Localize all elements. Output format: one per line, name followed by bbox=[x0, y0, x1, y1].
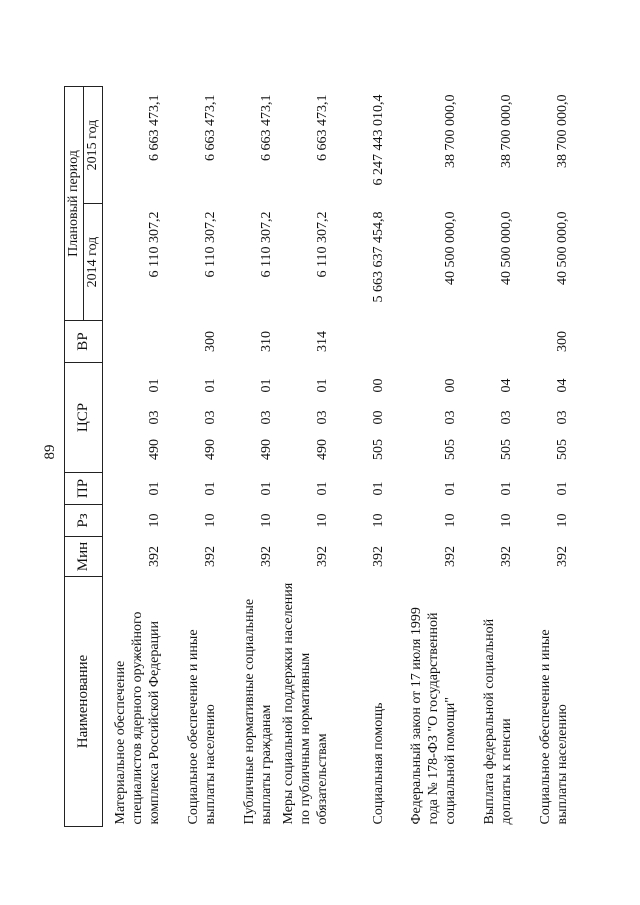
row-csr-item: 04 bbox=[499, 378, 514, 393]
row-csr-program: 490 bbox=[203, 439, 218, 460]
row-rz: 10 bbox=[371, 513, 386, 528]
row-value-2014: 6 110 307,2 bbox=[315, 211, 330, 278]
row-pr: 01 bbox=[371, 481, 386, 496]
row-csr-item: 01 bbox=[203, 378, 218, 393]
row-pr: 01 bbox=[443, 481, 458, 496]
row-value-2014: 6 110 307,2 bbox=[203, 211, 218, 278]
row-name: Социальное обеспечение и иные выплаты населению bbox=[538, 629, 570, 825]
col-header-name: Наименование bbox=[65, 577, 103, 827]
row-csr-subprogram: 03 bbox=[499, 410, 514, 425]
row-csr bbox=[459, 363, 515, 473]
row-rz: 10 bbox=[555, 513, 570, 528]
row-csr bbox=[219, 363, 275, 473]
col-header-rz: Рз bbox=[65, 505, 103, 537]
row-value-2015: 6 663 473,1 bbox=[259, 94, 274, 161]
row-min: 392 bbox=[499, 546, 514, 567]
table-row bbox=[515, 86, 571, 826]
budget-table bbox=[64, 86, 571, 827]
row-rz: 10 bbox=[147, 513, 162, 528]
row-csr-program: 490 bbox=[315, 439, 330, 460]
row-pr: 01 bbox=[499, 481, 514, 496]
row-csr-item: 04 bbox=[555, 378, 570, 393]
row-min: 392 bbox=[555, 546, 570, 567]
row-rz: 10 bbox=[499, 513, 514, 528]
col-header-2014: 2014 год bbox=[84, 204, 103, 321]
row-csr-item: 01 bbox=[259, 378, 274, 393]
row-name: Социальная помощь bbox=[371, 702, 386, 825]
row-min: 392 bbox=[371, 546, 386, 567]
row-min: 392 bbox=[259, 546, 274, 567]
row-rz: 10 bbox=[203, 513, 218, 528]
row-vr bbox=[459, 321, 515, 363]
document-page bbox=[40, 57, 600, 847]
page-number: 89 bbox=[42, 444, 58, 460]
row-vr: 314 bbox=[315, 331, 330, 352]
row-name: Меры социальной поддержки населения по публичным нормативным обязательствам bbox=[281, 582, 330, 825]
row-value-2015: 6 663 473,1 bbox=[203, 94, 218, 161]
row-csr bbox=[275, 363, 331, 473]
row-min: 392 bbox=[315, 546, 330, 567]
row-value-2014: 5 663 637 454,8 bbox=[371, 211, 386, 303]
row-csr bbox=[515, 363, 571, 473]
table-row bbox=[331, 86, 387, 826]
row-name: Материальное обеспечение специалистов ядерного оружейного комплекса Российской Федерации bbox=[113, 611, 162, 825]
row-csr-item: 01 bbox=[147, 378, 162, 393]
row-csr-subprogram: 03 bbox=[259, 410, 274, 425]
row-csr-subprogram: 03 bbox=[147, 410, 162, 425]
row-value-2015: 38 700 000,0 bbox=[443, 94, 458, 168]
row-vr: 300 bbox=[555, 331, 570, 352]
col-header-csr: ЦСР bbox=[65, 363, 103, 473]
row-min: 392 bbox=[203, 546, 218, 567]
table-row bbox=[219, 86, 275, 826]
table-row bbox=[275, 86, 331, 826]
col-header-2015: 2015 год bbox=[84, 86, 103, 203]
row-csr-item: 01 bbox=[315, 378, 330, 393]
row-pr: 01 bbox=[147, 481, 162, 496]
row-csr bbox=[387, 363, 459, 473]
table-row bbox=[459, 86, 515, 826]
row-min: 392 bbox=[147, 546, 162, 567]
row-csr-subprogram: 03 bbox=[555, 410, 570, 425]
row-vr bbox=[331, 321, 387, 363]
row-csr-subprogram: 00 bbox=[371, 410, 386, 425]
col-header-min: Мин bbox=[65, 537, 103, 577]
row-vr: 310 bbox=[259, 331, 274, 352]
row-vr bbox=[103, 321, 164, 363]
row-csr-program: 490 bbox=[147, 439, 162, 460]
col-header-vr: ВР bbox=[65, 321, 103, 363]
row-csr-item: 00 bbox=[443, 378, 458, 393]
row-pr: 01 bbox=[259, 481, 274, 496]
row-csr-program: 490 bbox=[259, 439, 274, 460]
row-csr-program: 505 bbox=[371, 439, 386, 460]
row-name: Социальное обеспечение и иные выплаты населению bbox=[186, 629, 218, 825]
row-value-2014: 40 500 000,0 bbox=[443, 211, 458, 285]
row-rz: 10 bbox=[259, 513, 274, 528]
row-csr-item: 00 bbox=[371, 378, 386, 393]
row-csr bbox=[331, 363, 387, 473]
row-pr: 01 bbox=[203, 481, 218, 496]
row-vr: 300 bbox=[203, 331, 218, 352]
col-header-planned-period: Плановый период bbox=[65, 86, 84, 320]
table-row bbox=[103, 86, 164, 826]
row-value-2014: 40 500 000,0 bbox=[555, 211, 570, 285]
row-value-2014: 6 110 307,2 bbox=[259, 211, 274, 278]
row-value-2015: 6 663 473,1 bbox=[315, 94, 330, 161]
row-csr-program: 505 bbox=[555, 439, 570, 460]
row-csr-subprogram: 03 bbox=[443, 410, 458, 425]
row-csr-subprogram: 03 bbox=[203, 410, 218, 425]
row-value-2015: 6 663 473,1 bbox=[147, 94, 162, 161]
row-name: Выплата федеральной социальной доплаты к пенсии bbox=[482, 618, 514, 825]
row-vr bbox=[387, 321, 459, 363]
row-value-2015: 38 700 000,0 bbox=[499, 94, 514, 168]
row-value-2015: 6 247 443 010,4 bbox=[371, 94, 386, 186]
row-rz: 10 bbox=[443, 513, 458, 528]
row-value-2014: 6 110 307,2 bbox=[147, 211, 162, 278]
col-header-pr: ПР bbox=[65, 473, 103, 505]
row-csr bbox=[163, 363, 219, 473]
row-value-2014: 40 500 000,0 bbox=[499, 211, 514, 285]
row-csr-program: 505 bbox=[499, 439, 514, 460]
row-csr-subprogram: 03 bbox=[315, 410, 330, 425]
row-name: Федеральный закон от 17 июля 1999 года № 178-ФЗ "О государственной социальной помощи" bbox=[409, 607, 458, 825]
row-pr: 01 bbox=[555, 481, 570, 496]
row-csr-program: 505 bbox=[443, 439, 458, 460]
table-row bbox=[163, 86, 219, 826]
row-value-2015: 38 700 000,0 bbox=[555, 94, 570, 168]
row-pr: 01 bbox=[315, 481, 330, 496]
row-min: 392 bbox=[443, 546, 458, 567]
row-name: Публичные нормативные социальные выплаты гражданам bbox=[242, 598, 274, 825]
table-row bbox=[387, 86, 459, 826]
row-csr bbox=[103, 363, 164, 473]
row-rz: 10 bbox=[315, 513, 330, 528]
table-header-row bbox=[65, 86, 84, 826]
